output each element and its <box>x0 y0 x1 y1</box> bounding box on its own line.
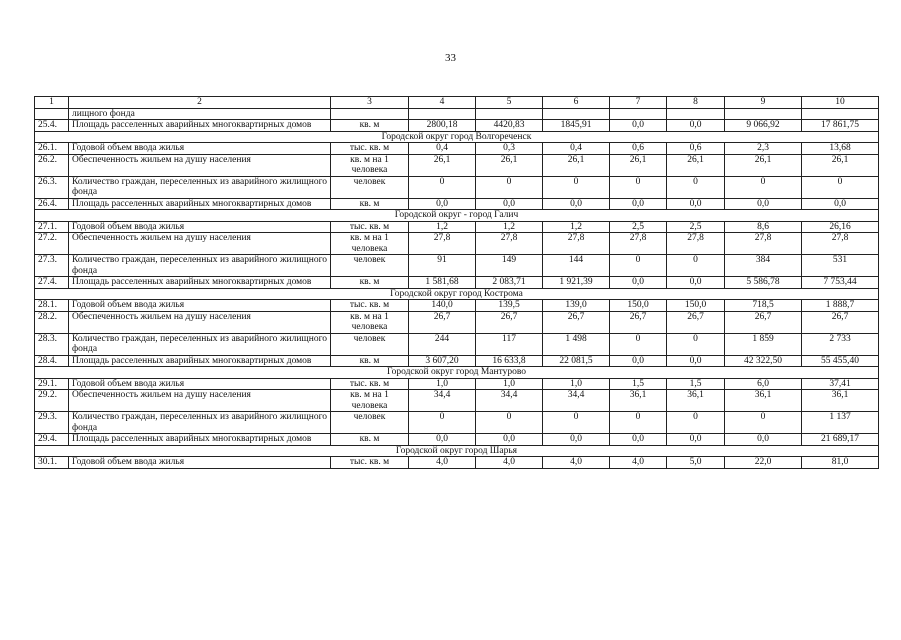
column-header-2: 2 <box>69 97 331 109</box>
column-header-7: 7 <box>610 97 667 109</box>
table-row <box>35 457 879 469</box>
unit: тыс. кв. м <box>331 221 409 233</box>
value-col-5 <box>476 108 543 120</box>
value-col-8: 0,6 <box>667 143 725 155</box>
unit: человек <box>331 412 409 434</box>
unit: кв. м <box>331 355 409 367</box>
value-col-5: 4420,83 <box>476 120 543 132</box>
value-col-4: 140,0 <box>409 300 476 312</box>
value-col-5: 26,1 <box>476 154 543 176</box>
table-row <box>35 390 879 412</box>
value-col-9: 36,1 <box>725 390 802 412</box>
value-col-6: 1 498 <box>543 333 610 355</box>
value-col-6: 26,7 <box>543 311 610 333</box>
table-row <box>35 233 879 255</box>
column-header-10: 10 <box>802 97 879 109</box>
value-col-10: 2 733 <box>802 333 879 355</box>
table-row <box>35 198 879 210</box>
table-row <box>35 434 879 446</box>
value-col-4: 1 581,68 <box>409 277 476 289</box>
unit: кв. м <box>331 277 409 289</box>
indicator-name: Количество граждан, переселенных из аварийного жилищного фонда <box>69 176 331 198</box>
value-col-4: 3 607,20 <box>409 355 476 367</box>
section-row <box>35 288 879 300</box>
value-col-10: 1 137 <box>802 412 879 434</box>
section-row <box>35 367 879 379</box>
table-row <box>35 311 879 333</box>
value-col-8: 27,8 <box>667 233 725 255</box>
indicator-name: Обеспеченность жильем на душу населения <box>69 154 331 176</box>
indicator-name: Площадь расселенных аварийных многоквартирных домов <box>69 355 331 367</box>
row-number: 26.3. <box>35 176 69 198</box>
table-row <box>35 300 879 312</box>
value-col-7: 0 <box>610 333 667 355</box>
value-col-4 <box>409 108 476 120</box>
value-col-6: 0,0 <box>543 434 610 446</box>
value-col-7: 2,5 <box>610 221 667 233</box>
unit: кв. м <box>331 434 409 446</box>
value-col-9: 42 322,50 <box>725 355 802 367</box>
value-col-7: 26,1 <box>610 154 667 176</box>
indicator-name: Обеспеченность жильем на душу населения <box>69 390 331 412</box>
value-col-7: 0,0 <box>610 120 667 132</box>
value-col-10: 37,41 <box>802 378 879 390</box>
value-col-5: 0,3 <box>476 143 543 155</box>
value-col-6: 1,0 <box>543 378 610 390</box>
section-row <box>35 445 879 457</box>
table-row <box>35 378 879 390</box>
value-col-6 <box>543 108 610 120</box>
value-col-9: 5 586,78 <box>725 277 802 289</box>
row-number: 26.4. <box>35 198 69 210</box>
value-col-5: 26,7 <box>476 311 543 333</box>
indicator-name: Количество граждан, переселенных из аварийного жилищного фонда <box>69 412 331 434</box>
value-col-9: 22,0 <box>725 457 802 469</box>
row-number: 29.1. <box>35 378 69 390</box>
value-col-6: 0,4 <box>543 143 610 155</box>
row-number: 29.4. <box>35 434 69 446</box>
value-col-8: 1,5 <box>667 378 725 390</box>
value-col-5: 139,5 <box>476 300 543 312</box>
value-col-8: 0,0 <box>667 355 725 367</box>
indicator-name: лищного фонда <box>69 108 331 120</box>
section-row <box>35 131 879 143</box>
table-row <box>35 154 879 176</box>
unit: тыс. кв. м <box>331 457 409 469</box>
indicator-table <box>34 96 879 469</box>
column-header-4: 4 <box>409 97 476 109</box>
value-col-5: 1,2 <box>476 221 543 233</box>
value-col-4: 0 <box>409 176 476 198</box>
value-col-4: 26,7 <box>409 311 476 333</box>
value-col-7: 0,0 <box>610 277 667 289</box>
value-col-9: 0,0 <box>725 198 802 210</box>
value-col-4: 0,0 <box>409 434 476 446</box>
value-col-9: 0 <box>725 176 802 198</box>
value-col-6: 27,8 <box>543 233 610 255</box>
indicator-name: Годовой объем ввода жилья <box>69 221 331 233</box>
value-col-10: 21 689,17 <box>802 434 879 446</box>
value-col-9: 6,0 <box>725 378 802 390</box>
table-row <box>35 176 879 198</box>
row-number: 28.3. <box>35 333 69 355</box>
value-col-5: 27,8 <box>476 233 543 255</box>
value-col-9: 1 859 <box>725 333 802 355</box>
unit <box>331 108 409 120</box>
value-col-4: 1,0 <box>409 378 476 390</box>
value-col-8: 0 <box>667 255 725 277</box>
table-row <box>35 221 879 233</box>
value-col-5: 2 083,71 <box>476 277 543 289</box>
table-row <box>35 108 879 120</box>
indicator-name: Годовой объем ввода жилья <box>69 300 331 312</box>
value-col-10: 26,7 <box>802 311 879 333</box>
value-col-5: 4,0 <box>476 457 543 469</box>
value-col-7: 0,0 <box>610 198 667 210</box>
value-col-4: 27,8 <box>409 233 476 255</box>
value-col-8: 0 <box>667 412 725 434</box>
value-col-4: 0,0 <box>409 198 476 210</box>
row-number: 28.2. <box>35 311 69 333</box>
table-row <box>35 412 879 434</box>
row-number: 28.4. <box>35 355 69 367</box>
row-number: 27.3. <box>35 255 69 277</box>
value-col-7: 1,5 <box>610 378 667 390</box>
value-col-8: 2,5 <box>667 221 725 233</box>
table-body <box>35 97 879 469</box>
value-col-6: 1,2 <box>543 221 610 233</box>
value-col-10: 81,0 <box>802 457 879 469</box>
unit: кв. м на 1 человека <box>331 311 409 333</box>
unit: тыс. кв. м <box>331 378 409 390</box>
value-col-6: 0 <box>543 176 610 198</box>
value-col-10: 13,68 <box>802 143 879 155</box>
indicator-name: Количество граждан, переселенных из аварийного жилищного фонда <box>69 333 331 355</box>
value-col-10: 531 <box>802 255 879 277</box>
value-col-5: 0 <box>476 412 543 434</box>
value-col-8: 0 <box>667 176 725 198</box>
indicator-name: Обеспеченность жильем на душу населения <box>69 233 331 255</box>
row-number <box>35 108 69 120</box>
value-col-8: 5,0 <box>667 457 725 469</box>
value-col-9: 718,5 <box>725 300 802 312</box>
section-title: Городской округ - город Галич <box>35 210 879 222</box>
table-row <box>35 120 879 132</box>
value-col-10: 17 861,75 <box>802 120 879 132</box>
section-row <box>35 210 879 222</box>
value-col-7: 150,0 <box>610 300 667 312</box>
unit: кв. м на 1 человека <box>331 233 409 255</box>
value-col-9: 0 <box>725 412 802 434</box>
value-col-7: 0,0 <box>610 355 667 367</box>
unit: тыс. кв. м <box>331 143 409 155</box>
value-col-4: 26,1 <box>409 154 476 176</box>
value-col-10: 7 753,44 <box>802 277 879 289</box>
value-col-10: 1 888,7 <box>802 300 879 312</box>
value-col-4: 91 <box>409 255 476 277</box>
value-col-4: 4,0 <box>409 457 476 469</box>
unit: кв. м на 1 человека <box>331 390 409 412</box>
value-col-9: 8,6 <box>725 221 802 233</box>
indicator-name: Годовой объем ввода жилья <box>69 143 331 155</box>
column-header-9: 9 <box>725 97 802 109</box>
section-title: Городской округ город Кострома <box>35 288 879 300</box>
value-col-6: 4,0 <box>543 457 610 469</box>
value-col-9 <box>725 108 802 120</box>
value-col-9: 384 <box>725 255 802 277</box>
value-col-8: 0,0 <box>667 277 725 289</box>
indicator-name: Годовой объем ввода жилья <box>69 457 331 469</box>
value-col-5: 0 <box>476 176 543 198</box>
value-col-10: 0 <box>802 176 879 198</box>
unit: тыс. кв. м <box>331 300 409 312</box>
row-number: 27.2. <box>35 233 69 255</box>
value-col-7: 36,1 <box>610 390 667 412</box>
value-col-7: 4,0 <box>610 457 667 469</box>
value-col-7: 0 <box>610 255 667 277</box>
value-col-7: 27,8 <box>610 233 667 255</box>
value-col-4: 0,4 <box>409 143 476 155</box>
indicator-name: Площадь расселенных аварийных многоквартирных домов <box>69 198 331 210</box>
value-col-7: 0,6 <box>610 143 667 155</box>
row-number: 30.1. <box>35 457 69 469</box>
value-col-9: 2,3 <box>725 143 802 155</box>
table-row <box>35 255 879 277</box>
column-header-3: 3 <box>331 97 409 109</box>
section-title: Городской округ город Мантурово <box>35 367 879 379</box>
value-col-9: 27,8 <box>725 233 802 255</box>
row-number: 29.3. <box>35 412 69 434</box>
unit: человек <box>331 176 409 198</box>
value-col-7: 0 <box>610 412 667 434</box>
value-col-4: 0 <box>409 412 476 434</box>
indicator-name: Годовой объем ввода жилья <box>69 378 331 390</box>
value-col-4: 2800,18 <box>409 120 476 132</box>
value-col-9: 26,7 <box>725 311 802 333</box>
value-col-6: 34,4 <box>543 390 610 412</box>
value-col-7: 26,7 <box>610 311 667 333</box>
value-col-10: 55 455,40 <box>802 355 879 367</box>
row-number: 29.2. <box>35 390 69 412</box>
indicator-name: Площадь расселенных аварийных многоквартирных домов <box>69 277 331 289</box>
value-col-6: 0,0 <box>543 198 610 210</box>
indicator-name: Площадь расселенных аварийных многоквартирных домов <box>69 120 331 132</box>
value-col-5: 0,0 <box>476 434 543 446</box>
value-col-7 <box>610 108 667 120</box>
unit: человек <box>331 255 409 277</box>
value-col-5: 16 633,8 <box>476 355 543 367</box>
column-header-6: 6 <box>543 97 610 109</box>
row-number: 27.1. <box>35 221 69 233</box>
value-col-10: 26,16 <box>802 221 879 233</box>
row-number: 28.1. <box>35 300 69 312</box>
table-row <box>35 143 879 155</box>
table-row <box>35 355 879 367</box>
value-col-6: 1 921,39 <box>543 277 610 289</box>
value-col-10: 26,1 <box>802 154 879 176</box>
value-col-7: 0 <box>610 176 667 198</box>
value-col-6: 26,1 <box>543 154 610 176</box>
column-header-1: 1 <box>35 97 69 109</box>
value-col-9: 9 066,92 <box>725 120 802 132</box>
unit: кв. м <box>331 120 409 132</box>
indicator-name: Площадь расселенных аварийных многоквартирных домов <box>69 434 331 446</box>
value-col-5: 0,0 <box>476 198 543 210</box>
value-col-9: 26,1 <box>725 154 802 176</box>
value-col-4: 1,2 <box>409 221 476 233</box>
value-col-10: 36,1 <box>802 390 879 412</box>
value-col-8 <box>667 108 725 120</box>
row-number: 26.2. <box>35 154 69 176</box>
value-col-6: 144 <box>543 255 610 277</box>
row-number: 25.4. <box>35 120 69 132</box>
indicator-name: Обеспеченность жильем на душу населения <box>69 311 331 333</box>
value-col-6: 22 081,5 <box>543 355 610 367</box>
value-col-6: 0 <box>543 412 610 434</box>
value-col-8: 0,0 <box>667 120 725 132</box>
row-number: 26.1. <box>35 143 69 155</box>
column-header-8: 8 <box>667 97 725 109</box>
value-col-8: 150,0 <box>667 300 725 312</box>
value-col-8: 0,0 <box>667 198 725 210</box>
unit: кв. м <box>331 198 409 210</box>
value-col-8: 26,7 <box>667 311 725 333</box>
value-col-6: 1845,91 <box>543 120 610 132</box>
value-col-5: 149 <box>476 255 543 277</box>
table-header-row <box>35 97 879 109</box>
value-col-10 <box>802 108 879 120</box>
value-col-5: 1,0 <box>476 378 543 390</box>
value-col-9: 0,0 <box>725 434 802 446</box>
value-col-4: 244 <box>409 333 476 355</box>
value-col-5: 34,4 <box>476 390 543 412</box>
value-col-8: 0 <box>667 333 725 355</box>
table-row <box>35 277 879 289</box>
value-col-10: 27,8 <box>802 233 879 255</box>
value-col-4: 34,4 <box>409 390 476 412</box>
section-title: Городской округ город Волгореченск <box>35 131 879 143</box>
value-col-5: 117 <box>476 333 543 355</box>
value-col-8: 26,1 <box>667 154 725 176</box>
section-title: Городской округ город Шарья <box>35 445 879 457</box>
indicator-name: Количество граждан, переселенных из аварийного жилищного фонда <box>69 255 331 277</box>
value-col-6: 139,0 <box>543 300 610 312</box>
value-col-10: 0,0 <box>802 198 879 210</box>
value-col-8: 36,1 <box>667 390 725 412</box>
unit: кв. м на 1 человека <box>331 154 409 176</box>
page-number: 33 <box>445 52 456 64</box>
value-col-7: 0,0 <box>610 434 667 446</box>
row-number: 27.4. <box>35 277 69 289</box>
value-col-8: 0,0 <box>667 434 725 446</box>
table-row <box>35 333 879 355</box>
unit: человек <box>331 333 409 355</box>
column-header-5: 5 <box>476 97 543 109</box>
